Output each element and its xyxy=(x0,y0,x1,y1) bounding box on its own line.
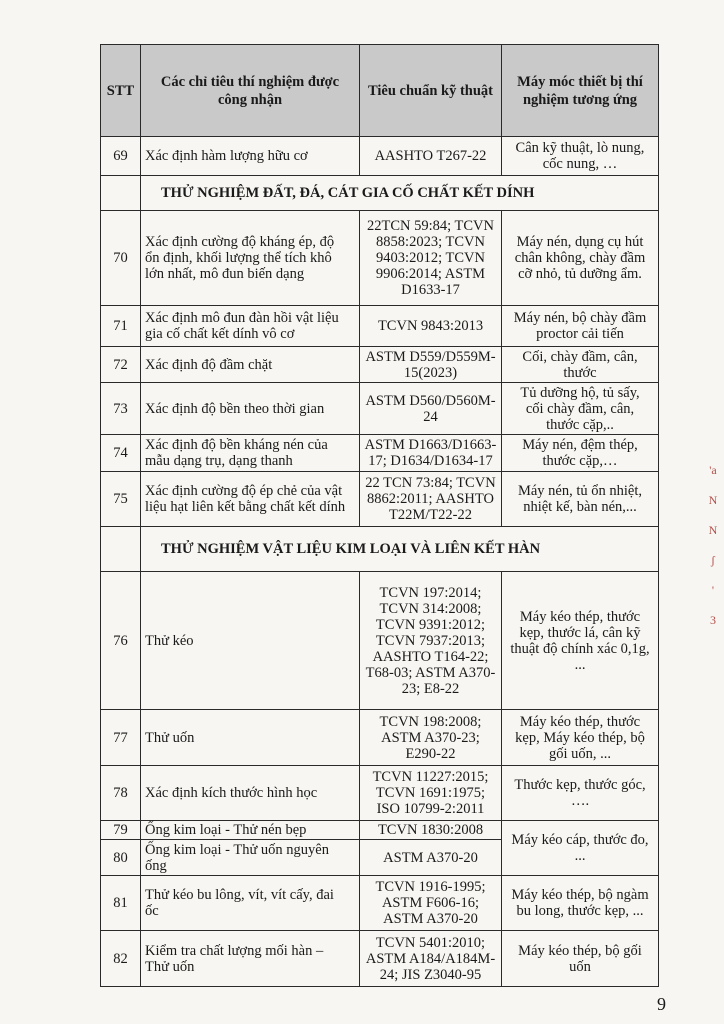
table-header-row xyxy=(101,45,659,137)
stamp-glyph: N xyxy=(708,493,718,507)
row-equipment: Cân kỹ thuật, lò nung, cốc nung, … xyxy=(502,137,659,176)
row-stt: 75 xyxy=(101,472,141,527)
section-stt-cell xyxy=(101,176,141,211)
row-standard: ASTM D560/D560M- 24 xyxy=(360,383,502,435)
row-criteria: Kiểm tra chất lượng mối hàn – Thử uốn xyxy=(141,931,360,987)
header-standard: Tiêu chuẩn kỹ thuật xyxy=(360,45,502,137)
row-stt: 80 xyxy=(101,840,141,876)
row-criteria: Ống kim loại - Thử uốn nguyên ống xyxy=(141,840,360,876)
row-stt: 77 xyxy=(101,710,141,766)
row-standard: 22TCN 59:84; TCVN 8858:2023; TCVN 9403:2012; TCVN 9906:2014; ASTM D1633-17 xyxy=(360,211,502,306)
table-row xyxy=(101,572,659,710)
stamp-glyph: 'a xyxy=(709,463,717,477)
row-standard: TCVN 11227:2015; TCVN 1691:1975; ISO 10799-2:2011 xyxy=(360,766,502,821)
stamp-glyph: ʃ xyxy=(711,553,715,567)
table-row xyxy=(101,211,659,306)
margin-stamp-text xyxy=(705,455,721,635)
table-row xyxy=(101,137,659,176)
table-row xyxy=(101,931,659,987)
row-criteria: Xác định độ đầm chặt xyxy=(141,347,360,383)
row-stt: 76 xyxy=(101,572,141,710)
table-row xyxy=(101,383,659,435)
row-standard: 22 TCN 73:84; TCVN 8862:2011; AASHTO T22M/T22-22 xyxy=(360,472,502,527)
row-criteria: Xác định cường độ ép chẻ của vật liệu hạt liên kết bằng chất kết dính xyxy=(141,472,360,527)
stamp-glyph: N xyxy=(708,523,718,537)
row-criteria: Thử kéo bu lông, vít, vít cấy, đai ốc xyxy=(141,876,360,931)
stamp-glyph: 3 xyxy=(710,613,716,627)
row-equipment: Máy kéo thép, bộ gối uốn xyxy=(502,931,659,987)
table-row xyxy=(101,472,659,527)
table-row xyxy=(101,766,659,821)
row-equipment: Máy nén, bộ chày đầm proctor cải tiến xyxy=(502,306,659,347)
row-equipment: Máy kéo thép, thước kẹp, Máy kéo thép, bộ gối uốn, ... xyxy=(502,710,659,766)
section-row xyxy=(101,527,659,572)
table-row xyxy=(101,876,659,931)
header-equipment: Máy móc thiết bị thí nghiệm tương ứng xyxy=(502,45,659,137)
row-stt: 79 xyxy=(101,821,141,840)
row-equipment: Máy nén, tủ ổn nhiệt, nhiệt kế, bàn nén,... xyxy=(502,472,659,527)
section-title: THỬ NGHIỆM VẬT LIỆU KIM LOẠI VÀ LIÊN KẾT HÀN xyxy=(141,527,659,572)
row-standard: ASTM D1663/D1663- 17; D1634/D1634-17 xyxy=(360,435,502,472)
row-criteria: Ống kim loại - Thử nén bẹp xyxy=(141,821,360,840)
row-equipment: Máy kéo thép, thước kẹp, thước lá, cân kỹ thuật độ chính xác 0,1g, ... xyxy=(502,572,659,710)
row-equipment: Máy kéo thép, bộ ngàm bu long, thước kẹp, ... xyxy=(502,876,659,931)
row-equipment: Máy kéo cáp, thước đo, ... xyxy=(502,821,659,876)
row-criteria: Thử kéo xyxy=(141,572,360,710)
row-standard: TCVN 9843:2013 xyxy=(360,306,502,347)
row-criteria: Xác định độ bền kháng nén của mẫu dạng trụ, dạng thanh xyxy=(141,435,360,472)
row-standard: ASTM D559/D559M- 15(2023) xyxy=(360,347,502,383)
table-row xyxy=(101,821,659,840)
row-standard: TCVN 198:2008; ASTM A370-23; E290-22 xyxy=(360,710,502,766)
row-stt: 78 xyxy=(101,766,141,821)
row-equipment: Máy nén, dụng cụ hút chân không, chày đầm cỡ nhỏ, tủ dưỡng ẩm. xyxy=(502,211,659,306)
section-stt-cell xyxy=(101,527,141,572)
section-row xyxy=(101,176,659,211)
header-stt: STT xyxy=(101,45,141,137)
row-equipment: Cối, chày đầm, cân, thước xyxy=(502,347,659,383)
section-title: THỬ NGHIỆM ĐẤT, ĐÁ, CÁT GIA CỐ CHẤT KẾT DÍNH xyxy=(141,176,659,211)
stamp-glyph: ' xyxy=(711,583,715,597)
table-row xyxy=(101,306,659,347)
row-stt: 82 xyxy=(101,931,141,987)
row-standard: TCVN 197:2014; TCVN 314:2008; TCVN 9391:2012; TCVN 7937:2013; AASHTO T164-22; T68-03; ASTM A370- 23; E8-22 xyxy=(360,572,502,710)
row-criteria: Xác định độ bền theo thời gian xyxy=(141,383,360,435)
table-row xyxy=(101,710,659,766)
accreditation-table xyxy=(100,44,659,987)
table-row xyxy=(101,347,659,383)
row-standard: TCVN 1830:2008 xyxy=(360,821,502,840)
page-number: 9 xyxy=(657,994,666,1014)
row-stt: 74 xyxy=(101,435,141,472)
row-stt: 73 xyxy=(101,383,141,435)
header-criteria: Các chỉ tiêu thí nghiệm được công nhận xyxy=(141,45,360,137)
row-stt: 72 xyxy=(101,347,141,383)
row-equipment: Thước kẹp, thước góc, …. xyxy=(502,766,659,821)
row-stt: 70 xyxy=(101,211,141,306)
row-standard: AASHTO T267-22 xyxy=(360,137,502,176)
row-equipment: Máy nén, đệm thép, thước cặp,… xyxy=(502,435,659,472)
row-standard: TCVN 1916-1995; ASTM F606-16; ASTM A370-20 xyxy=(360,876,502,931)
row-criteria: Xác định mô đun đàn hồi vật liệu gia cố chất kết dính vô cơ xyxy=(141,306,360,347)
row-stt: 69 xyxy=(101,137,141,176)
row-standard: ASTM A370-20 xyxy=(360,840,502,876)
row-criteria: Xác định cường độ kháng ép, độ ổn định, khối lượng thể tích khô lớn nhất, mô đun biến dạng xyxy=(141,211,360,306)
row-equipment: Tủ dưỡng hộ, tủ sấy, cối chày đầm, cân, thước cặp,.. xyxy=(502,383,659,435)
row-criteria: Xác định hàm lượng hữu cơ xyxy=(141,137,360,176)
row-stt: 71 xyxy=(101,306,141,347)
row-criteria: Xác định kích thước hình học xyxy=(141,766,360,821)
row-criteria: Thử uốn xyxy=(141,710,360,766)
table-row xyxy=(101,435,659,472)
row-standard: TCVN 5401:2010; ASTM A184/A184M- 24; JIS Z3040-95 xyxy=(360,931,502,987)
row-stt: 81 xyxy=(101,876,141,931)
